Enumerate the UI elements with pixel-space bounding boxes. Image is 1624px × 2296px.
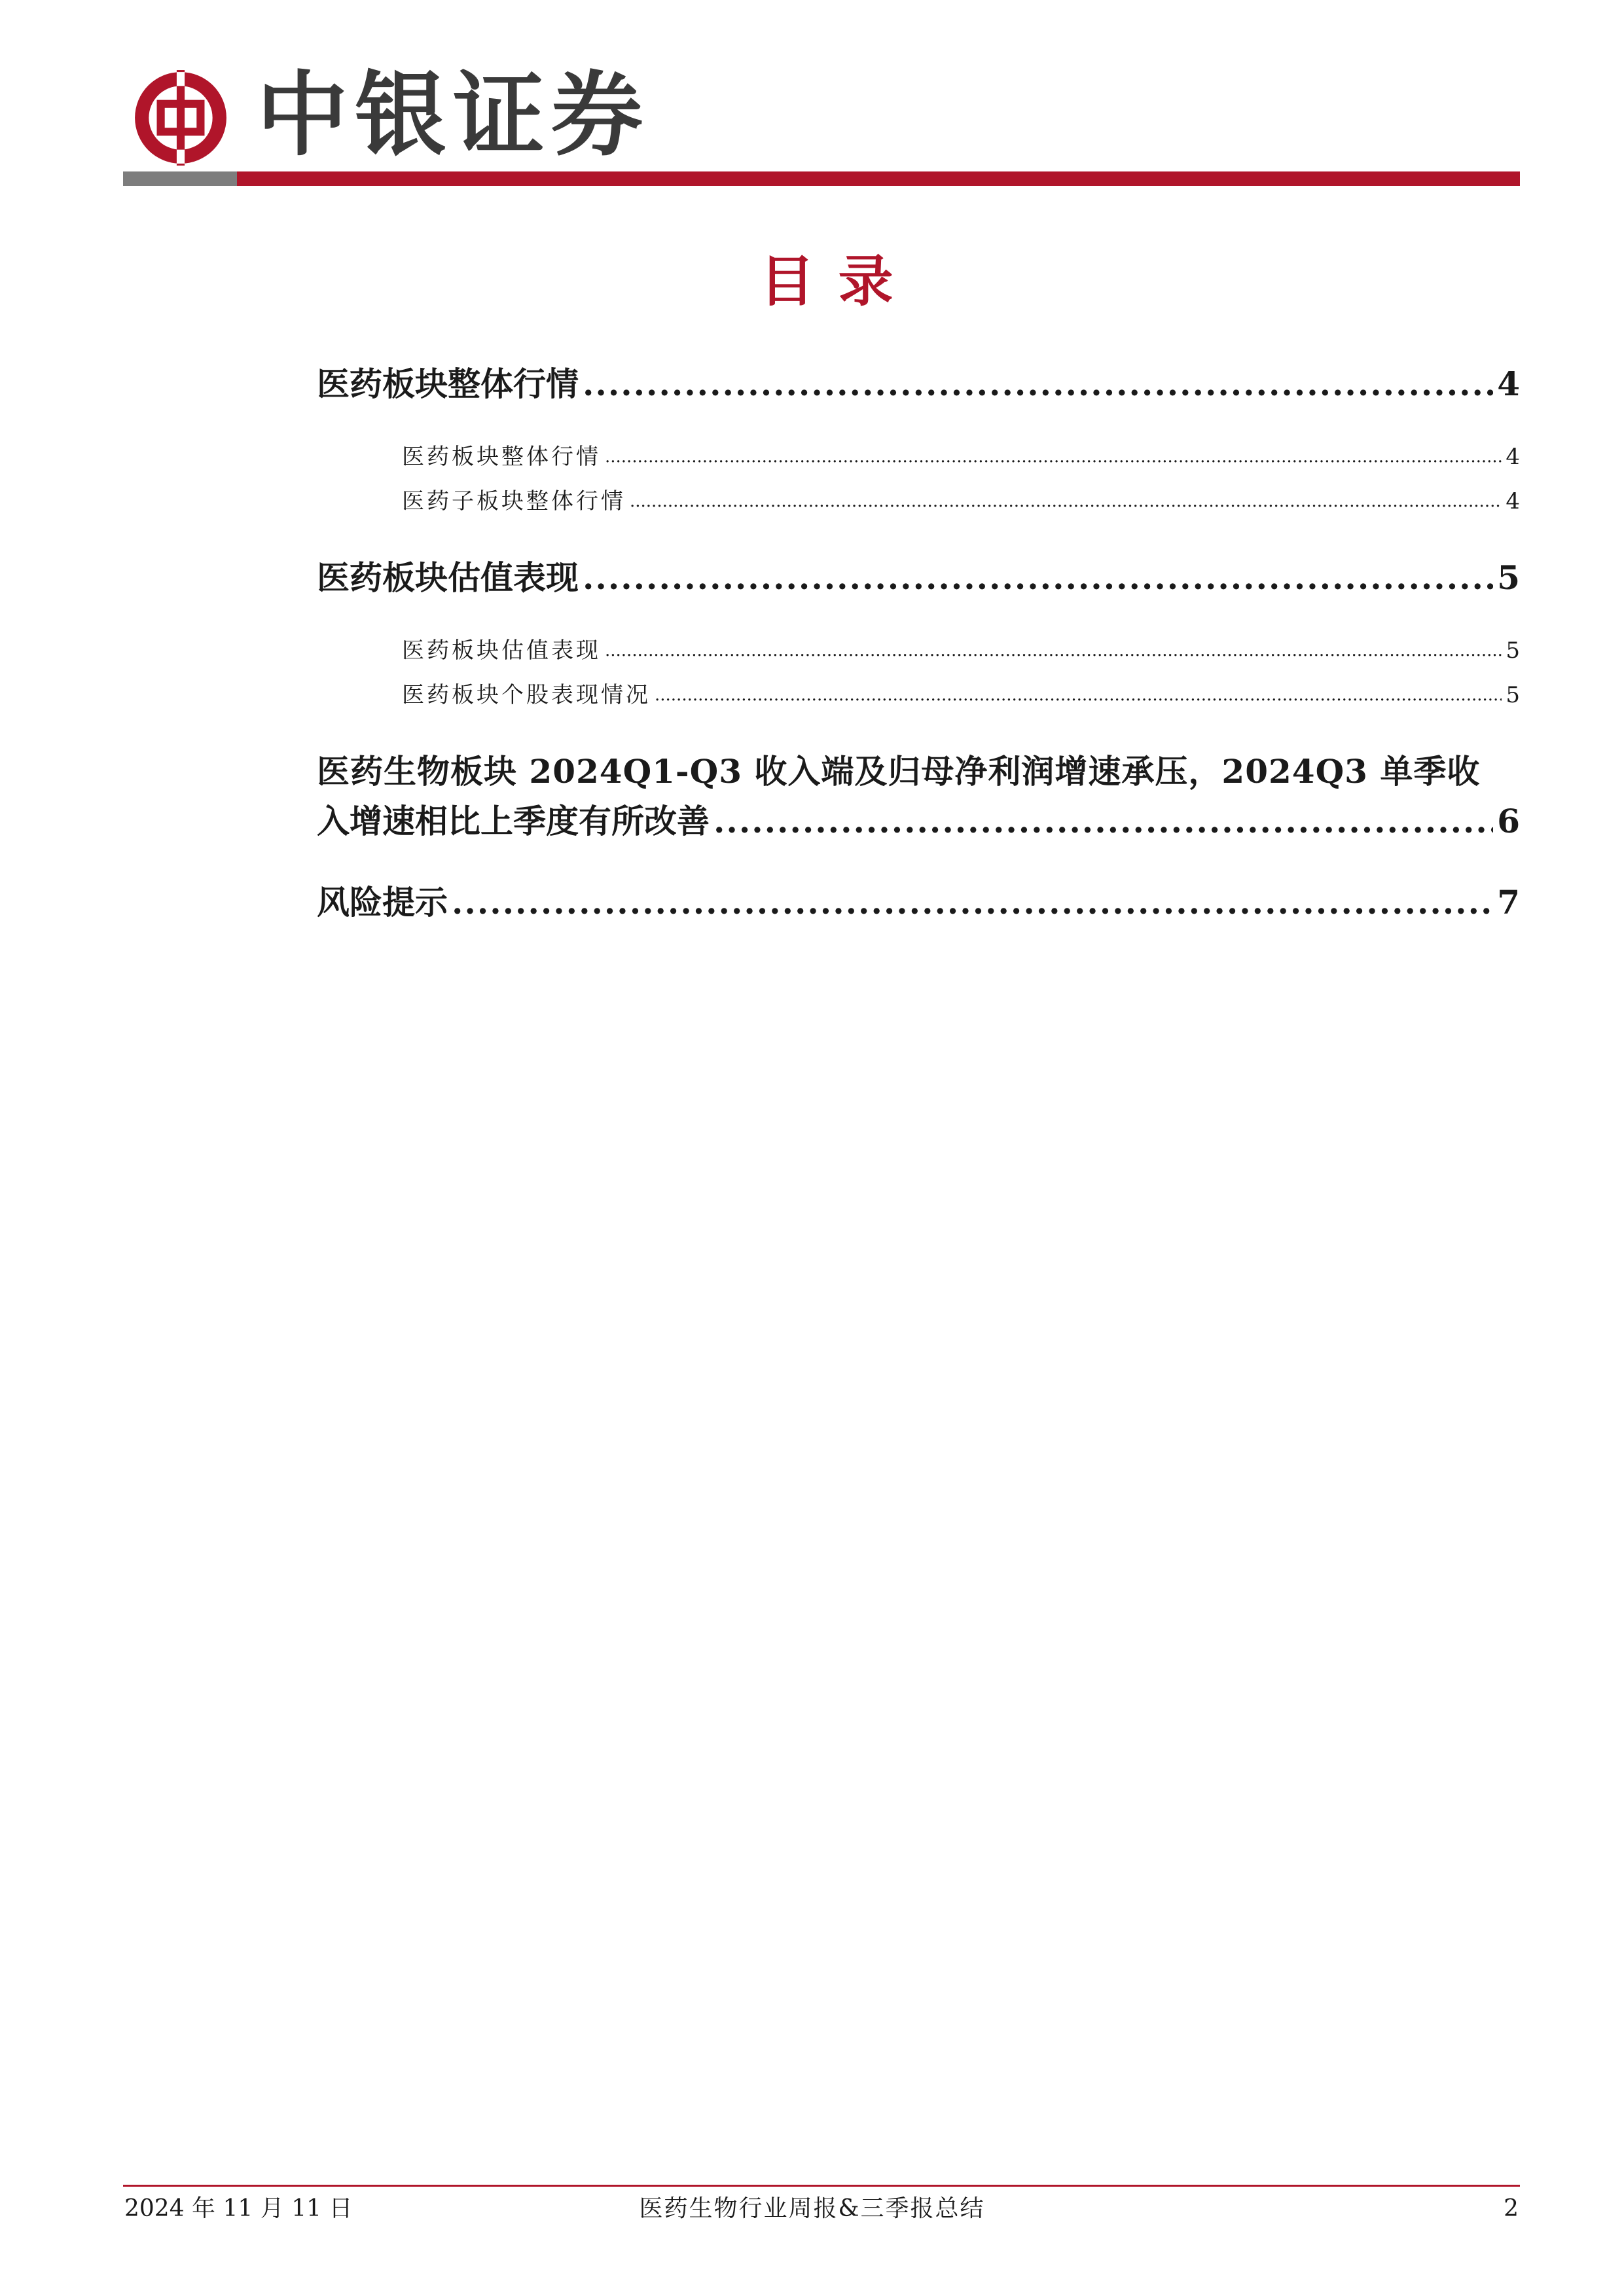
toc-entry-page: 5: [1506, 637, 1520, 664]
toc-entry-3-line1[interactable]: 医药生物板块 2024Q1-Q3 收入端及归母净利润增速承压，2024Q3 单季收: [317, 752, 1481, 791]
toc-entry-page: 6: [1497, 802, 1520, 840]
toc-entry-label: 医药板块整体行情: [317, 365, 579, 403]
toc-entry-label: 医药子板块整体行情: [402, 488, 626, 514]
toc-entry-2-1[interactable]: [402, 636, 1520, 665]
toc-title: 目录: [759, 249, 917, 314]
bank-of-china-logo-icon: [131, 68, 230, 168]
toc-entry-2[interactable]: [317, 558, 1520, 598]
toc-entry-3[interactable]: [317, 801, 1520, 842]
footer-date: 2024 年 11 月 11 日: [124, 2195, 353, 2222]
toc-entry-1-2[interactable]: [402, 487, 1520, 516]
toc-entry-1[interactable]: [317, 364, 1520, 404]
toc-leader-dots: [605, 442, 1502, 471]
brand-name: 中银证券: [257, 62, 650, 169]
toc-leader-dots: [583, 558, 1493, 598]
toc-entry-page: 5: [1506, 682, 1520, 708]
toc-leader-dots: [655, 681, 1502, 709]
toc-entry-label: 医药板块整体行情: [402, 444, 601, 470]
header-bar-red: [237, 171, 1520, 186]
footer-report-name: 医药生物行业周报&三季报总结: [639, 2195, 985, 2222]
toc-entry-page: 4: [1506, 444, 1520, 470]
toc-entry-2-2[interactable]: [402, 681, 1520, 709]
footer-page-number: 2: [1504, 2195, 1519, 2222]
toc-entry-label: 入增速相比上季度有所改善: [317, 802, 710, 840]
toc-leader-dots: [583, 364, 1493, 404]
toc-entry-page: 5: [1497, 558, 1520, 597]
toc-entry-1-1[interactable]: [402, 442, 1520, 471]
toc-leader-dots: [713, 801, 1493, 842]
toc-entry-label: 风险提示: [317, 883, 448, 922]
toc-entry-label: 医药板块个股表现情况: [402, 682, 651, 708]
footer-divider: [123, 2185, 1520, 2187]
toc-leader-dots: [452, 882, 1493, 923]
toc-leader-dots: [630, 487, 1502, 516]
header-bar-gray: [123, 171, 237, 186]
toc-entry-4[interactable]: [317, 882, 1520, 923]
toc-entry-page: 4: [1506, 488, 1520, 514]
toc-entry-page: 7: [1497, 883, 1520, 922]
toc-leader-dots: [605, 636, 1502, 665]
toc-entry-page: 4: [1497, 365, 1520, 403]
toc-entry-label: 医药板块估值表现: [317, 558, 579, 597]
toc-entry-label: 医药板块估值表现: [402, 637, 601, 664]
